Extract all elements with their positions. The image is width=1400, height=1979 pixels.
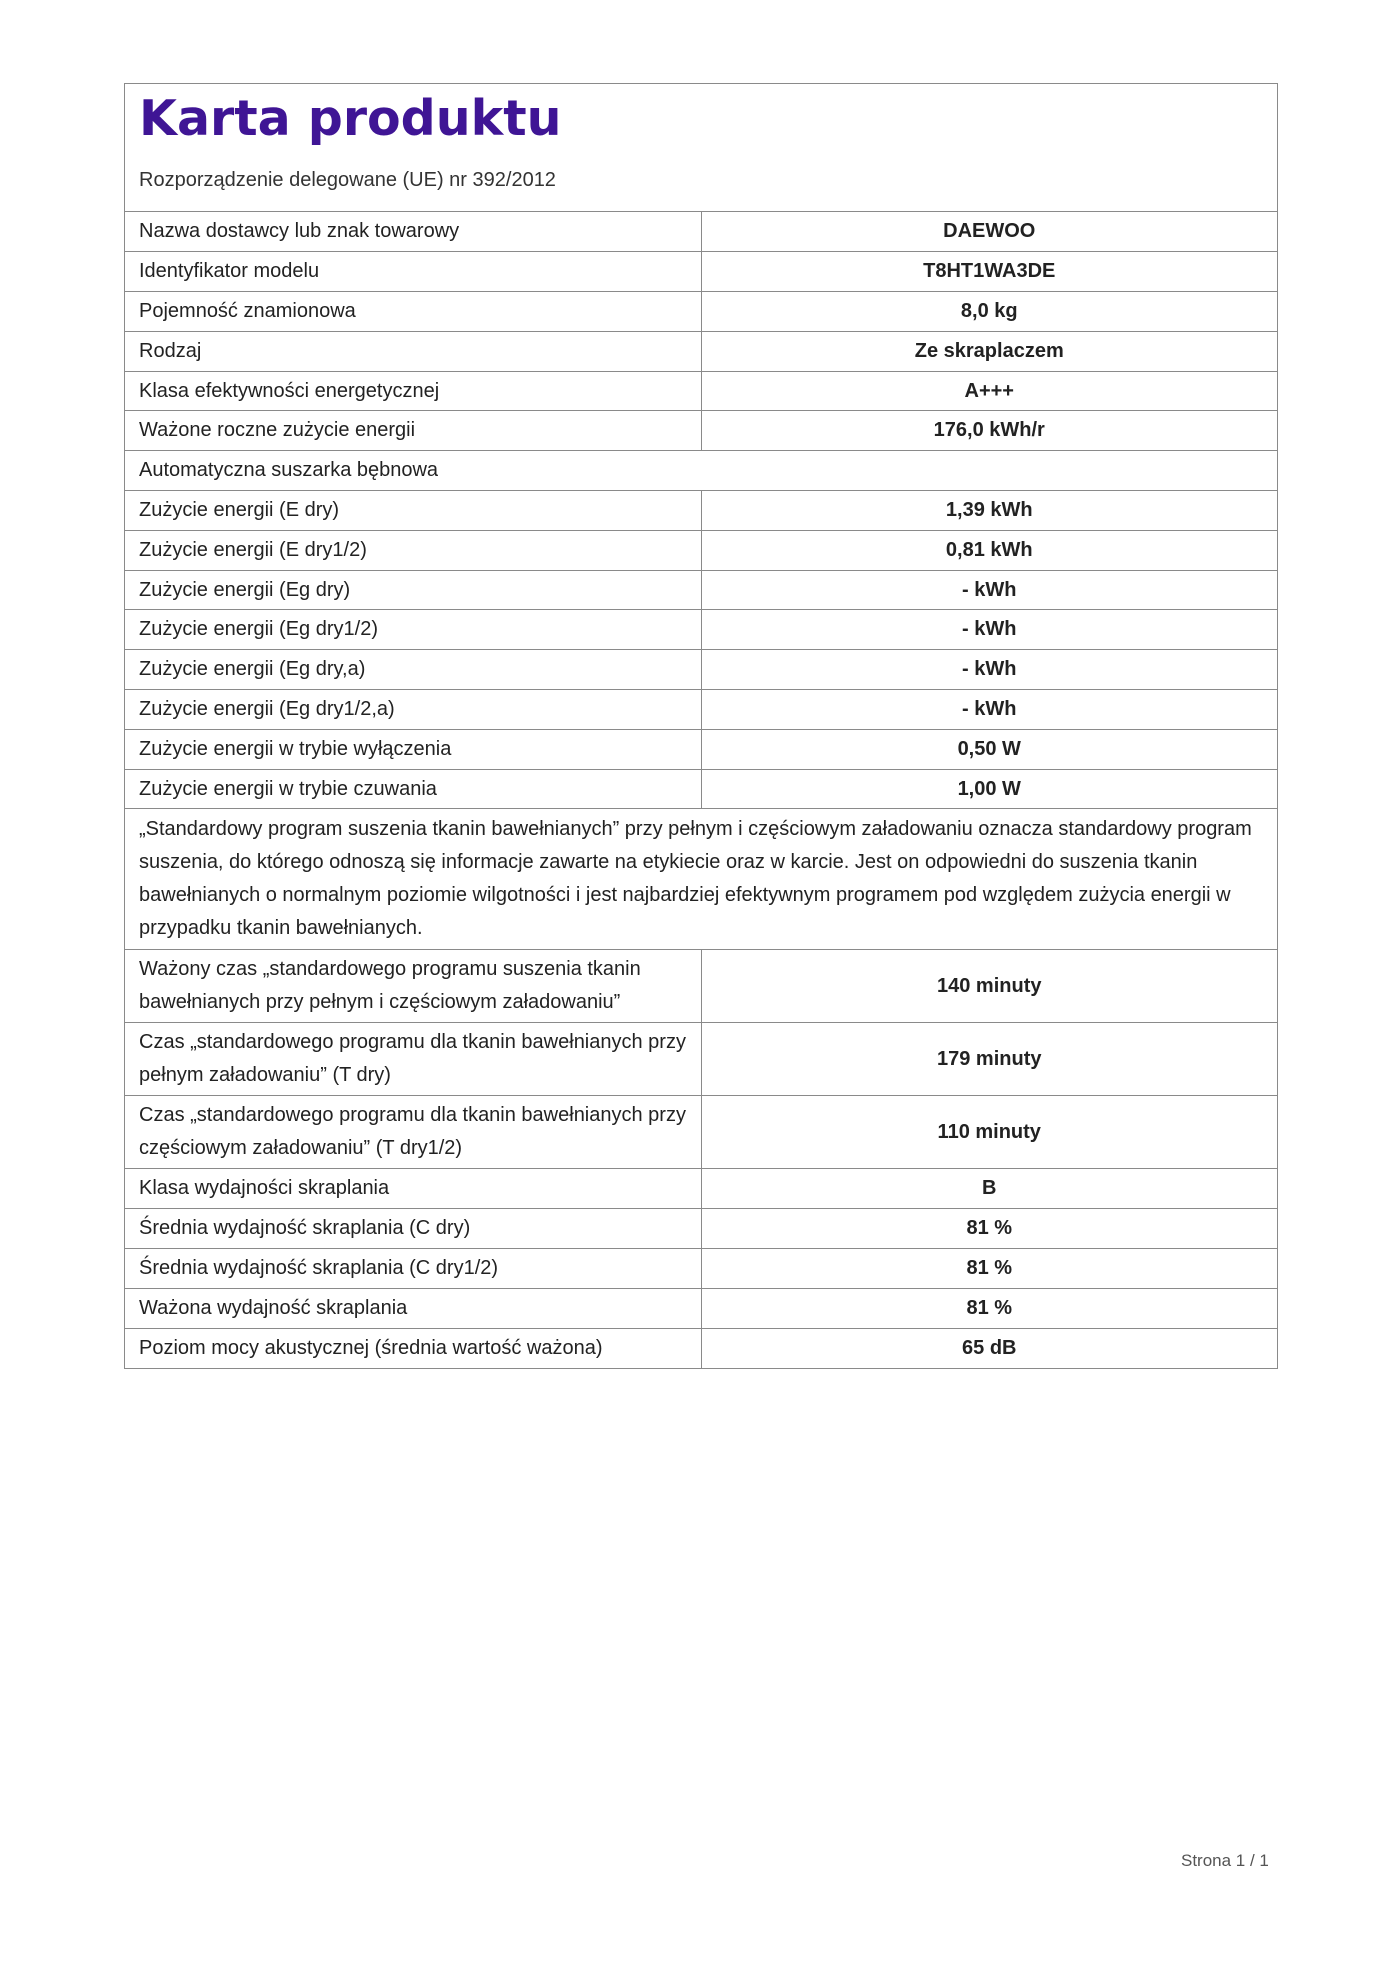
row-value: 0,50 W: [701, 729, 1277, 769]
row-value: B: [701, 1169, 1277, 1209]
row-label: Ważone roczne zużycie energii: [125, 411, 701, 451]
row-label: Zużycie energii (Eg dry1/2,a): [125, 690, 701, 730]
table-row: [125, 1169, 1277, 1209]
row-value: 81 %: [701, 1288, 1277, 1328]
row-value: - kWh: [701, 690, 1277, 730]
row-label: Zużycie energii (Eg dry1/2): [125, 610, 701, 650]
table-row: [125, 570, 1277, 610]
table-row: [125, 252, 1277, 292]
row-value: - kWh: [701, 570, 1277, 610]
product-sheet: [124, 83, 1278, 1369]
table-row-section: [125, 451, 1277, 491]
table-row: [125, 331, 1277, 371]
row-label: Zużycie energii (Eg dry,a): [125, 650, 701, 690]
table-row: [125, 690, 1277, 730]
row-value: 179 minuty: [701, 1023, 1277, 1096]
row-value: - kWh: [701, 650, 1277, 690]
section-label: Automatyczna suszarka bębnowa: [125, 451, 1277, 491]
row-label: Poziom mocy akustycznej (średnia wartość ważona): [125, 1328, 701, 1368]
table-row: [125, 729, 1277, 769]
table-row: [125, 950, 1277, 1023]
table-row: [125, 1023, 1277, 1096]
row-label: Średnia wydajność skraplania (C dry): [125, 1209, 701, 1249]
table-row: [125, 491, 1277, 531]
row-label: Klasa wydajności skraplania: [125, 1169, 701, 1209]
regulation-subtitle: Rozporządzenie delegowane (UE) nr 392/2012: [139, 169, 556, 191]
sheet-header: [125, 84, 1277, 212]
row-value: 8,0 kg: [701, 292, 1277, 332]
row-value: 110 minuty: [701, 1096, 1277, 1169]
row-label: Czas „standardowego programu dla tkanin bawełnianych przy pełnym załadowaniu” (T dry): [125, 1023, 701, 1096]
table-row: [125, 1328, 1277, 1368]
row-value: - kWh: [701, 610, 1277, 650]
row-label: Ważona wydajność skraplania: [125, 1288, 701, 1328]
specification-table: [125, 212, 1277, 1368]
row-label: Zużycie energii (E dry1/2): [125, 530, 701, 570]
row-label: Klasa efektywności energetycznej: [125, 371, 701, 411]
row-label: Zużycie energii w trybie wyłączenia: [125, 729, 701, 769]
standard-program-note: „Standardowy program suszenia tkanin bawełnianych” przy pełnym i częściowym załadowaniu oznacza standardowy program suszenia, do którego odnoszą się informacje zawarte na etykiecie oraz w karcie. Jest on odpowiedni do suszenia tkanin bawełnianych o normalnym poziomie wilgotności i jest najbardziej efektywnym programem pod względem zużycia energii w przypadku tkanin bawełnianych.: [125, 809, 1277, 950]
table-row: [125, 650, 1277, 690]
table-row: [125, 212, 1277, 252]
table-row: [125, 610, 1277, 650]
row-label: Średnia wydajność skraplania (C dry1/2): [125, 1249, 701, 1289]
row-label: Rodzaj: [125, 331, 701, 371]
table-row: [125, 769, 1277, 809]
table-row-note: [125, 809, 1277, 950]
row-value: 0,81 kWh: [701, 530, 1277, 570]
table-row: [125, 1096, 1277, 1169]
table-row: [125, 1209, 1277, 1249]
row-label: Zużycie energii (E dry): [125, 491, 701, 531]
row-value: 65 dB: [701, 1328, 1277, 1368]
row-value: 1,00 W: [701, 769, 1277, 809]
row-value: T8HT1WA3DE: [701, 252, 1277, 292]
row-label: Pojemność znamionowa: [125, 292, 701, 332]
row-value: 176,0 kWh/r: [701, 411, 1277, 451]
row-label: Zużycie energii w trybie czuwania: [125, 769, 701, 809]
page-title: Karta produktu: [139, 90, 562, 147]
row-label: Zużycie energii (Eg dry): [125, 570, 701, 610]
row-value: 81 %: [701, 1209, 1277, 1249]
row-label: Ważony czas „standardowego programu suszenia tkanin bawełnianych przy pełnym i częściowym załadowaniu”: [125, 950, 701, 1023]
table-row: [125, 411, 1277, 451]
table-row: [125, 292, 1277, 332]
page-number: Strona 1 / 1: [1181, 1851, 1269, 1870]
row-value: 1,39 kWh: [701, 491, 1277, 531]
row-value: 140 minuty: [701, 950, 1277, 1023]
row-label: Identyfikator modelu: [125, 252, 701, 292]
table-row: [125, 1249, 1277, 1289]
row-value: 81 %: [701, 1249, 1277, 1289]
row-label: Nazwa dostawcy lub znak towarowy: [125, 212, 701, 252]
table-row: [125, 530, 1277, 570]
row-value: A+++: [701, 371, 1277, 411]
row-value: DAEWOO: [943, 220, 1036, 243]
table-row: [125, 371, 1277, 411]
row-value: Ze skraplaczem: [701, 331, 1277, 371]
row-label: Czas „standardowego programu dla tkanin bawełnianych przy częściowym załadowaniu” (T dry1/2): [125, 1096, 701, 1169]
table-row: [125, 1288, 1277, 1328]
